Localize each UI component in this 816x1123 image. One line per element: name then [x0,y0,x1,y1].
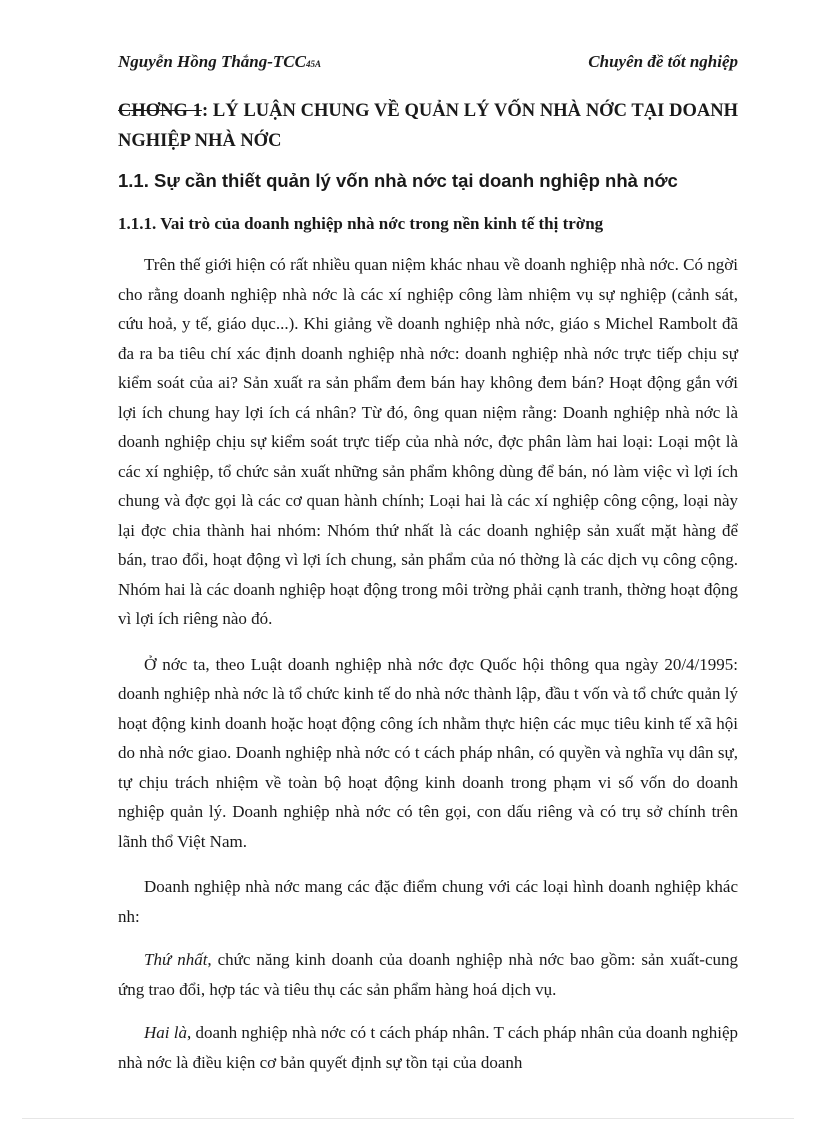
chapter-label: CHƠNG 1 [118,101,202,121]
paragraph-3: Doanh nghiệp nhà nớc mang các đặc điểm chung với các loại hình doanh nghiệp khác nh: [118,877,738,926]
paragraph-5-text: , doanh nghiệp nhà nớc có t cách pháp nhân. T cách pháp nhân của doanh nghiệp nhà nớc là điều kiện cơ bản quyết định sự tồn tại của doanh [118,1023,738,1072]
paragraph-4-lead: Thứ nhất [144,950,208,969]
paragraph-4-text: , chức năng kinh doanh của doanh nghiệp nhà nớc bao gồm: sản xuất-cung ứng trao đổi, hợp tác và tiêu thụ các sản phẩm hàng hoá dịch vụ. [118,950,738,999]
header-author-sub: 45A [305,59,321,69]
paragraph-5-lead: Hai là [144,1023,188,1042]
chapter-title-text: : LÝ LUẬN CHUNG VỀ QUẢN LÝ VỐN NHÀ NỚC TẠI DOANH NGHIỆP NHÀ NỚC [118,101,738,151]
subsection-heading: 1.1.1. Vai trò của doanh nghiệp nhà nớc trong nền kinh tế thị trờng [118,214,604,233]
page-content [118,96,738,1077]
paragraph-1: Trên thế giới hiện có rất nhiều quan niệm khác nhau về doanh nghiệp nhà nớc. Có ngời cho rằng doanh nghiệp nhà nớc là các xí nghiệp công làm nhiệm vụ sự nghiệp (cảnh sát, cứu hoả, y tế, giáo dục...). Khi giảng về doanh nghiệp nhà nớc, giáo s Michel Rambolt đã đa ra ba tiêu chí xác định doanh nghiệp nhà nớc: doanh nghiệp nhà nớc trực tiếp chịu sự kiểm soát của ai? Sản xuất ra sản phẩm đem bán hay không đem bán? Hoạt động gắn với lợi ích chung hay lợi ích cá nhân? Từ đó, ông quan niệm rằng: Doanh nghiệp nhà nớc là doanh nghiệp chịu sự kiểm soát trực tiếp của nhà nớc, đợc phân làm hai loại: Loại một là các xí nghiệp, tổ chức sản xuất những sản phẩm không dùng để bán, nó làm việc vì lợi ích chung và đợc gọi là các cơ quan hành chính; Loại hai là các xí nghiệp công cộng, loại này lại đợc chia thành hai nhóm: Nhóm thứ nhất là các doanh nghiệp sản xuất mặt hàng để bán, trao đổi, hoạt động vì lợi ích chung, sản phẩm của nó thờng là các dịch vụ công cộng. Nhóm hai là các doanh nghiệp hoạt động trong môi trờng phải cạnh tranh, thờng hoạt động vì lợi ích riêng nào đó. [118,255,738,628]
section-heading: 1.1. Sự cần thiết quản lý vốn nhà nớc tại doanh nghiệp nhà nớc [118,170,678,191]
header-doc-type: Chuyên đề tốt nghiệp [588,52,738,71]
header-author: Nguyễn Hồng Thắng-TCC45A [118,52,321,71]
paragraph-5 [118,1018,738,1077]
page-header [118,52,738,78]
page-bottom-divider [22,1118,794,1119]
paragraph-4 [118,945,738,1004]
chapter-title [118,96,738,156]
paragraph-2: Ở nớc ta, theo Luật doanh nghiệp nhà nớc đợc Quốc hội thông qua ngày 20/4/1995: doanh nghiệp nhà nớc là tổ chức kinh tế do nhà nớc thành lập, đầu t vốn và tổ chức quản lý hoạt động kinh doanh hoặc hoạt động công ích nhằm thực hiện các mục tiêu kinh tế xã hội do nhà nớc giao. Doanh nghiệp nhà nớc có t cách pháp nhân, có quyền và nghĩa vụ dân sự, tự chịu trách nhiệm về toàn bộ hoạt động kinh doanh trong phạm vi số vốn do doanh nghiệp quản lý. Doanh nghiệp nhà nớc có tên gọi, con dấu riêng và có trụ sở chính trên lãnh thổ Việt Nam. [118,654,738,851]
